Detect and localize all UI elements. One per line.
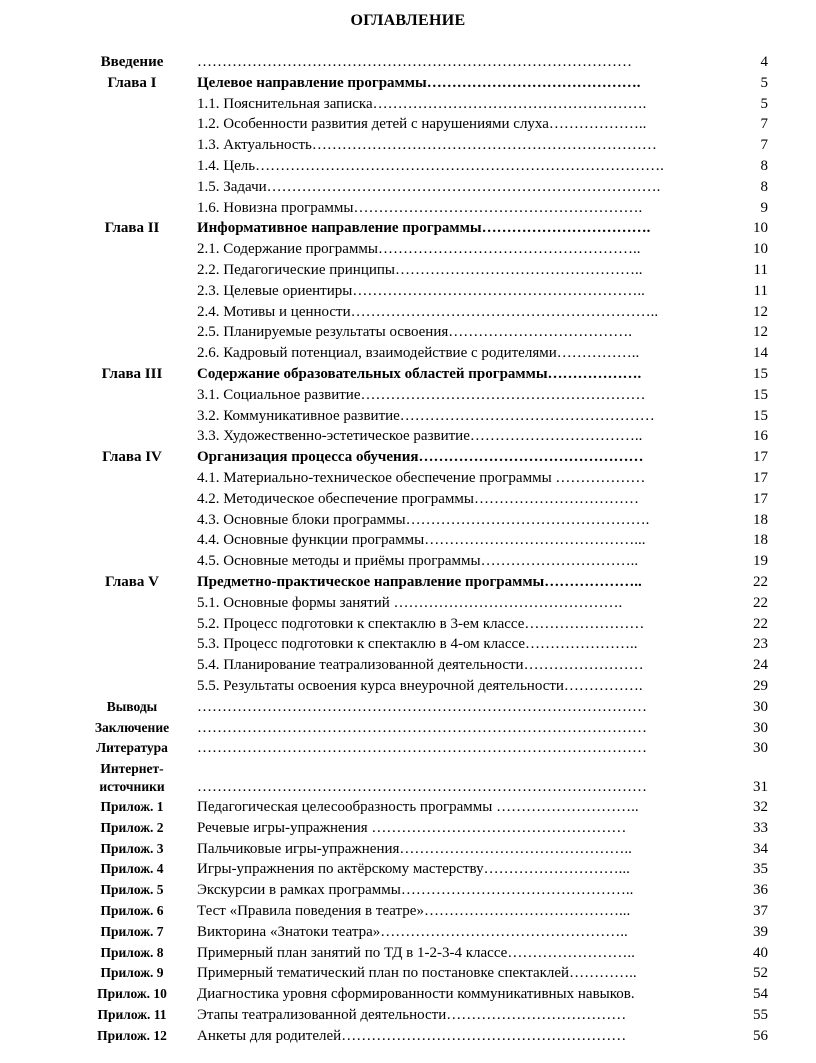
- toc-entry: [0, 530, 816, 551]
- toc-entry-title: 1.3. Актуальность……………………………………………………………: [197, 137, 657, 154]
- toc-entry-label: Прилож. 4: [100, 861, 164, 877]
- toc-entry-label: Глава II: [104, 220, 160, 237]
- toc-entry: [0, 738, 816, 759]
- toc-entry-title: Речевые игры-упражнения ……………………………………………: [197, 819, 627, 836]
- toc-entry-page: 10: [753, 241, 768, 258]
- toc-entry-label: Прилож. 10: [97, 986, 167, 1002]
- toc-entry-title: 1.2. Особенности развития детей с нарушениями слуха………………..: [197, 116, 647, 133]
- toc-entry: [0, 943, 816, 964]
- toc-entry: [0, 364, 816, 385]
- toc-entry-title: 2.1. Содержание программы……………………………………………..: [197, 241, 641, 258]
- toc-entry-label: Прилож. 7: [100, 923, 164, 939]
- toc-entry-page: 35: [753, 861, 768, 878]
- toc-entry-page: 40: [753, 944, 768, 961]
- toc-entry-title: 1.4. Цель……………………………………………………………………….: [197, 157, 664, 174]
- toc-entry-label: Прилож. 9: [100, 965, 164, 981]
- toc-entry-page: 14: [753, 345, 768, 362]
- toc-entry-title: 2.2. Педагогические принципы…………………………………………..: [197, 261, 643, 278]
- toc-entry-page: 16: [753, 428, 768, 445]
- toc-entry: [0, 218, 816, 239]
- toc-entry-label: Прилож. 6: [100, 903, 164, 919]
- toc-entry: [0, 655, 816, 676]
- toc-entry-page: 15: [753, 386, 768, 403]
- toc-entry-title: ………………………………………………………………………………: [197, 719, 647, 736]
- toc-entry-label: Глава III: [101, 365, 163, 382]
- toc-entry-label: Прилож. 3: [100, 840, 164, 856]
- toc-entry-page: 4: [760, 54, 768, 70]
- toc-entry-title: Экскурсии в рамках программы………………………………………..: [197, 882, 634, 899]
- toc-entry: [0, 839, 816, 860]
- toc-entry: [0, 1026, 816, 1047]
- toc-entry: [0, 510, 816, 531]
- toc-entry-page: 18: [753, 511, 768, 528]
- toc-entry-title: 4.3. Основные блоки программы………………………………………….: [197, 511, 650, 528]
- toc-entry-label: Глава IV: [102, 449, 162, 466]
- toc-entry-page: 32: [753, 799, 768, 816]
- toc-entry-title: 3.3. Художественно-эстетическое развитие……………………………..: [197, 428, 643, 445]
- toc-entry-page: 9: [760, 199, 768, 216]
- toc-entry-title: 4.4. Основные функции программы……………………………………...: [197, 532, 646, 549]
- toc-entry-title: Пальчиковые игры-упражнения………………………………………..: [197, 840, 632, 857]
- toc-entry: [0, 114, 816, 135]
- toc-entry-title: ………………………………………………………………………………: [197, 779, 647, 796]
- toc-entry-title: Диагностика уровня сформированности коммуникативных навыков.: [197, 986, 635, 1003]
- toc-entry-title: 5.2. Процесс подготовки к спектаклю в 3-ем классе……………………: [197, 615, 645, 632]
- toc-entry: [0, 901, 816, 922]
- toc-entry-label: Литература: [96, 740, 168, 756]
- toc-entry-page: 22: [753, 594, 768, 611]
- toc-entry-page: 15: [753, 365, 768, 382]
- toc-entry-page: 15: [753, 407, 768, 424]
- toc-entry-page: 39: [753, 923, 768, 940]
- toc-entry-title: Примерный тематический план по постановке спектаклей…………..: [197, 965, 637, 982]
- toc-entry-title: Содержание образовательных областей программы……………….: [197, 365, 642, 382]
- toc-entry: [0, 593, 816, 614]
- toc-entry: [0, 818, 816, 839]
- toc-entry-title: ………………………………………………………………………………: [197, 740, 647, 757]
- toc-entry: [0, 343, 816, 364]
- toc-entry-page: 37: [753, 903, 768, 920]
- toc-entry-title: Викторина «Знатоки театра»…………………………………………..: [197, 923, 628, 940]
- toc-entry-title: ……………………………………………………………………………: [197, 54, 632, 70]
- toc-entry-page: 29: [753, 677, 768, 694]
- toc-entry-title: 5.3. Процесс подготовки к спектаклю в 4-ом классе…………………..: [197, 636, 638, 653]
- toc-entry-title: 4.2. Методическое обеспечение программы……………………………: [197, 490, 639, 507]
- toc-entry: [0, 797, 816, 818]
- toc-entry-page: 19: [753, 553, 768, 570]
- toc-entry-page: 52: [753, 965, 768, 982]
- toc-entry-page: 7: [760, 116, 768, 133]
- table-of-contents: [0, 52, 816, 1047]
- toc-entry-page: 11: [753, 282, 768, 299]
- toc-entry: [0, 177, 816, 198]
- toc-entry-page: 31: [753, 779, 768, 796]
- toc-entry-label: Прилож. 11: [97, 1007, 167, 1023]
- toc-entry-label: Выводы: [106, 698, 158, 714]
- toc-entry-title: Организация процесса обучения………………………………………: [197, 449, 644, 466]
- toc-entry: [0, 135, 816, 156]
- toc-entry-page: 10: [753, 220, 768, 237]
- page-title: ОГЛАВЛЕНИЕ: [350, 12, 466, 29]
- toc-entry-title: Предметно-практическое направление программы………………..: [197, 573, 642, 590]
- toc-entry-label: Интернет- источники: [99, 761, 165, 795]
- toc-entry-title: 1.5. Задачи…………………………………………………………………….: [197, 178, 661, 195]
- toc-entry-title: ………………………………………………………………………………: [197, 698, 647, 715]
- toc-entry: [0, 963, 816, 984]
- toc-entry: [0, 426, 816, 447]
- toc-entry-page: 5: [760, 74, 768, 91]
- toc-entry-page: 24: [753, 657, 768, 674]
- toc-entry-title: 3.2. Коммуникативное развитие……………………………………………: [197, 407, 655, 424]
- toc-entry: [0, 281, 816, 302]
- toc-entry-title: 2.5. Планируемые результаты освоения……………………………….: [197, 324, 633, 341]
- toc-entry-label: Глава V: [105, 573, 159, 590]
- toc-entry: [0, 322, 816, 343]
- toc-entry: [0, 260, 816, 281]
- toc-entry: [0, 551, 816, 572]
- toc-entry: [0, 385, 816, 406]
- toc-entry-label: Глава I: [107, 74, 157, 91]
- toc-entry-page: 33: [753, 819, 768, 836]
- toc-entry-page: 23: [753, 636, 768, 653]
- toc-entry-page: 8: [760, 178, 768, 195]
- toc-entry-title: Примерный план занятий по ТД в 1-2-3-4 классе……………………..: [197, 944, 635, 961]
- toc-entry: [0, 759, 816, 797]
- toc-entry-title: 4.5. Основные методы и приёмы программы…………………………..: [197, 553, 639, 570]
- toc-entry-title: 4.1. Материально-техническое обеспечение программы ………………: [197, 469, 646, 486]
- toc-entry-title: 5.5. Результаты освоения курса внеурочной деятельности…………….: [197, 677, 643, 694]
- toc-entry-title: Тест «Правила поведения в театре»…………………………………...: [197, 903, 631, 920]
- toc-entry: [0, 922, 816, 943]
- toc-entry-label: Прилож. 8: [100, 944, 164, 960]
- toc-entry-title: 3.1. Социальное развитие…………………………………………………: [197, 386, 646, 403]
- toc-entry: [0, 156, 816, 177]
- toc-entry: [0, 406, 816, 427]
- toc-entry-page: 30: [753, 698, 768, 715]
- toc-entry: [0, 572, 816, 593]
- toc-entry: [0, 859, 816, 880]
- toc-entry-title: 2.3. Целевые ориентиры…………………………………………………..: [197, 282, 645, 299]
- toc-entry-page: 17: [753, 449, 768, 466]
- toc-entry: [0, 239, 816, 260]
- toc-entry: [0, 94, 816, 115]
- toc-entry-label: Прилож. 5: [100, 882, 164, 898]
- toc-entry: [0, 447, 816, 468]
- toc-entry: [0, 489, 816, 510]
- toc-entry-label: Прилож. 1: [100, 799, 164, 815]
- toc-entry-page: 8: [760, 157, 768, 174]
- toc-entry-page: 36: [753, 882, 768, 899]
- toc-entry-title: Этапы театрализованной деятельности………………………………: [197, 1007, 627, 1024]
- toc-entry-label: Прилож. 2: [100, 819, 164, 835]
- toc-entry-page: 22: [753, 573, 768, 590]
- toc-entry: [0, 718, 816, 739]
- toc-entry-page: 54: [753, 986, 768, 1003]
- toc-entry-label: Введение: [100, 54, 164, 70]
- toc-entry-page: 55: [753, 1007, 768, 1024]
- toc-entry-title: Анкеты для родителей…………………………………………………: [197, 1027, 627, 1044]
- toc-entry-label: Прилож. 12: [97, 1027, 167, 1043]
- toc-entry-title: 1.1. Пояснительная записка……………………………………………….: [197, 95, 647, 112]
- toc-entry-page: 22: [753, 615, 768, 632]
- toc-entry: [0, 1005, 816, 1026]
- toc-entry: [0, 302, 816, 323]
- toc-entry-page: 12: [753, 324, 768, 341]
- toc-entry-title: 5.4. Планирование театрализованной деятельности……………………: [197, 657, 644, 674]
- toc-entry-title: Игры-упражнения по актёрскому мастерству………………………...: [197, 861, 630, 878]
- toc-entry-page: 56: [753, 1027, 768, 1044]
- toc-entry-page: 12: [753, 303, 768, 320]
- toc-entry: [0, 880, 816, 901]
- toc-entry: [0, 73, 816, 94]
- toc-entry: [0, 52, 816, 73]
- toc-entry: [0, 697, 816, 718]
- toc-entry-page: 11: [753, 261, 768, 278]
- toc-entry-title: 5.1. Основные формы занятий ……………………………………….: [197, 594, 623, 611]
- toc-entry-label: Заключение: [94, 719, 170, 735]
- toc-entry-page: 34: [753, 840, 768, 857]
- toc-entry-title: Целевое направление программы…………………………………….: [197, 74, 641, 91]
- toc-entry-title: Информативное направление программы…………………………….: [197, 220, 651, 237]
- toc-entry-page: 17: [753, 490, 768, 507]
- toc-entry-page: 5: [760, 95, 768, 112]
- toc-entry-page: 18: [753, 532, 768, 549]
- toc-entry-page: 7: [760, 137, 768, 154]
- toc-entry: [0, 984, 816, 1005]
- toc-entry: [0, 614, 816, 635]
- toc-entry: [0, 198, 816, 219]
- toc-entry-title: 1.6. Новизна программы………………………………………………….: [197, 199, 643, 216]
- toc-entry-title: 2.6. Кадровый потенциал, взаимодействие с родителями……………..: [197, 345, 640, 362]
- toc-entry-page: 30: [753, 719, 768, 736]
- toc-entry-page: 17: [753, 469, 768, 486]
- toc-entry-title: 2.4. Мотивы и ценности……………………………………………………..: [197, 303, 659, 320]
- toc-entry: [0, 634, 816, 655]
- toc-entry: [0, 676, 816, 697]
- toc-entry: [0, 468, 816, 489]
- toc-entry-page: 30: [753, 740, 768, 757]
- toc-entry-title: Педагогическая целесообразность программы ………………………..: [197, 799, 639, 816]
